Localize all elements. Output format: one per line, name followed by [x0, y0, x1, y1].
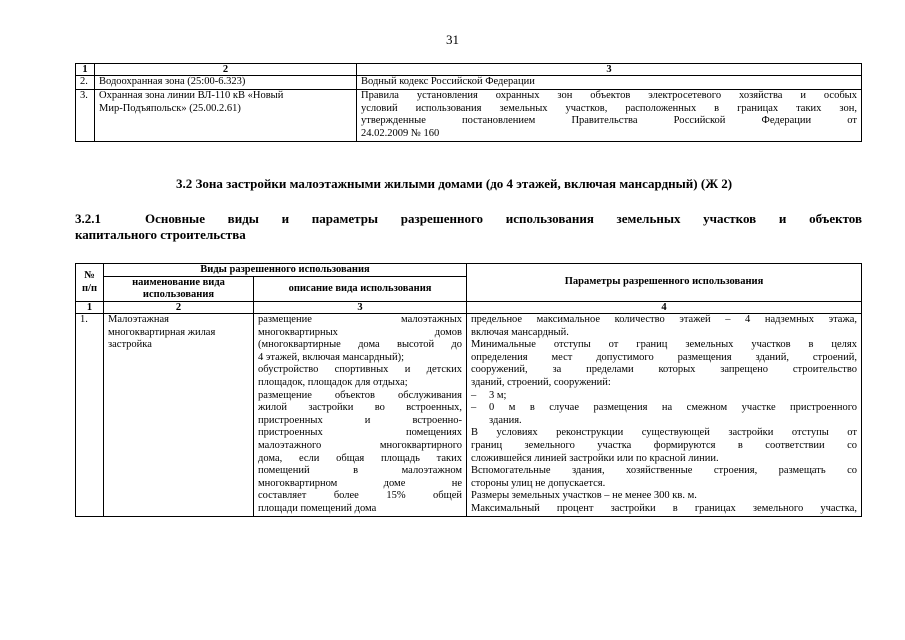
text-line: составляет более 15% общей [258, 490, 463, 502]
text-line: границ земельного участка формируются в соответствии со [471, 439, 857, 451]
row-number: 2. [76, 76, 95, 90]
table-header-row [76, 64, 862, 76]
text-line: пристроенных помещениях [258, 427, 463, 439]
text-line: зданий, строений, сооружений: [471, 376, 611, 388]
text-line: многоквартирных домов [258, 326, 463, 338]
use-type-description [254, 314, 467, 517]
row-number: 1. [76, 314, 104, 517]
text-line: размещение объектов обслуживания [258, 389, 463, 401]
table-row [76, 314, 862, 517]
text-line: (многоквартирные дома высотой до [258, 339, 463, 351]
text-line: В условиях реконструкции существующей застройки отступы от [471, 427, 857, 439]
column-numbers-row [76, 302, 862, 314]
text-line: жилой застройки во встроенных, [258, 402, 463, 414]
text-line: Правила установления охранных зон объектов электросетевого хозяйства и особых [361, 89, 857, 101]
subsection-number: 3.2.1 [75, 211, 101, 226]
dash-marker: – [471, 389, 477, 401]
text-line: 4 этажей, включая мансардный); [258, 351, 405, 363]
subsection-heading [75, 211, 862, 243]
use-type-name [104, 314, 254, 517]
text-line: Минимальные отступы от границ земельных участков в целях [471, 339, 857, 351]
row-number: 3. [76, 89, 95, 141]
text-line: предельное максимальное количество этажей – 4 надземных этажа, [471, 314, 857, 325]
subsection-title-line: капитального строительства [75, 227, 246, 242]
legal-basis: Водный кодекс Российской Федерации [357, 76, 862, 90]
text-line: включая мансардный. [471, 326, 569, 338]
page-number: 31 [446, 32, 459, 47]
num-header: № п/п [76, 264, 104, 302]
text-line: размещение малоэтажных [258, 314, 463, 325]
text-line: сооружений, за пределами которых запрещено строительство [471, 364, 857, 376]
header-cell: 1 [76, 64, 95, 76]
text-line: сложившейся линией застройки или по красной линии. [471, 452, 719, 464]
text-line: Максимальный процент застройки в границах земельного участка, [471, 502, 857, 514]
text-line: условий использования земельных участков, расположенных в границах таких зон, [361, 102, 857, 114]
col-number: 4 [467, 302, 862, 314]
text-line: многоквартирная жилая [108, 326, 216, 338]
text-line: Размеры земельных участков – не менее 300 кв. м. [471, 490, 697, 502]
use-parameters [467, 314, 862, 517]
dash-item [471, 402, 857, 415]
header-cell: 3 [357, 64, 862, 76]
text-line: утвержденные постановлением Правительства Российской Федерации от [361, 115, 857, 127]
table-row [76, 89, 862, 141]
text-line: здания. [489, 414, 522, 426]
text-line: Мир-Подъяпольск» (25.00.2.61) [99, 102, 241, 114]
text-line: определения мест допустимого размещения зданий, строений, [471, 351, 857, 363]
table-row [76, 76, 862, 90]
legal-basis [357, 89, 862, 141]
zone-name [95, 89, 357, 141]
text-line: площади помещений дома [258, 502, 377, 514]
text-line: многоквартирном доме не [258, 477, 463, 489]
section-title: 3.2 Зона застройки малоэтажными жилыми домами (до 4 этажей, включая мансардный) (Ж 2) [176, 176, 733, 191]
text-line: дома, если общая площадь таких [258, 452, 463, 464]
zones-table [75, 63, 862, 142]
subsection-title-line: Основные виды и параметры разрешенного использования земельных участков и объектов [145, 211, 862, 226]
dash-item [471, 390, 857, 403]
text-line: Малоэтажная [108, 314, 169, 325]
text-line: застройка [108, 339, 152, 351]
text-line: обустройство спортивных и детских [258, 364, 463, 376]
col-number: 3 [254, 302, 467, 314]
group-header: Виды разрешенного использования [104, 264, 467, 277]
params-header: Параметры разрешенного использования [467, 264, 862, 302]
text-line: стороны улиц не допускается. [471, 477, 606, 489]
text-line: 24.02.2009 № 160 [361, 128, 440, 140]
header-cell: 2 [95, 64, 357, 76]
text-line: площадок, площадок для отдыха; [258, 376, 408, 388]
text-line: помещений в малоэтажном [258, 465, 463, 477]
text-line: 3 м; [489, 389, 507, 401]
desc-header: описание вида использования [254, 277, 467, 302]
dash-marker: – [471, 402, 477, 414]
col-number: 2 [104, 302, 254, 314]
table-header-row [76, 264, 862, 277]
text-line: пристроенных и встроенно- [258, 414, 463, 426]
zone-name: Водоохранная зона (25:00-6.323) [95, 76, 357, 90]
text-line: Охранная зона линии ВЛ-110 кВ «Новый [99, 89, 284, 101]
col-number: 1 [76, 302, 104, 314]
text-line: малоэтажного многоквартирного [258, 439, 463, 451]
name-header: наименование вида использования [104, 277, 254, 302]
text-line: 0 м в случае размещения на смежном участке пристроенного [489, 402, 857, 414]
land-use-table [75, 263, 862, 517]
text-line: Вспомогательные здания, хозяйственные строения, размещать со [471, 465, 857, 477]
